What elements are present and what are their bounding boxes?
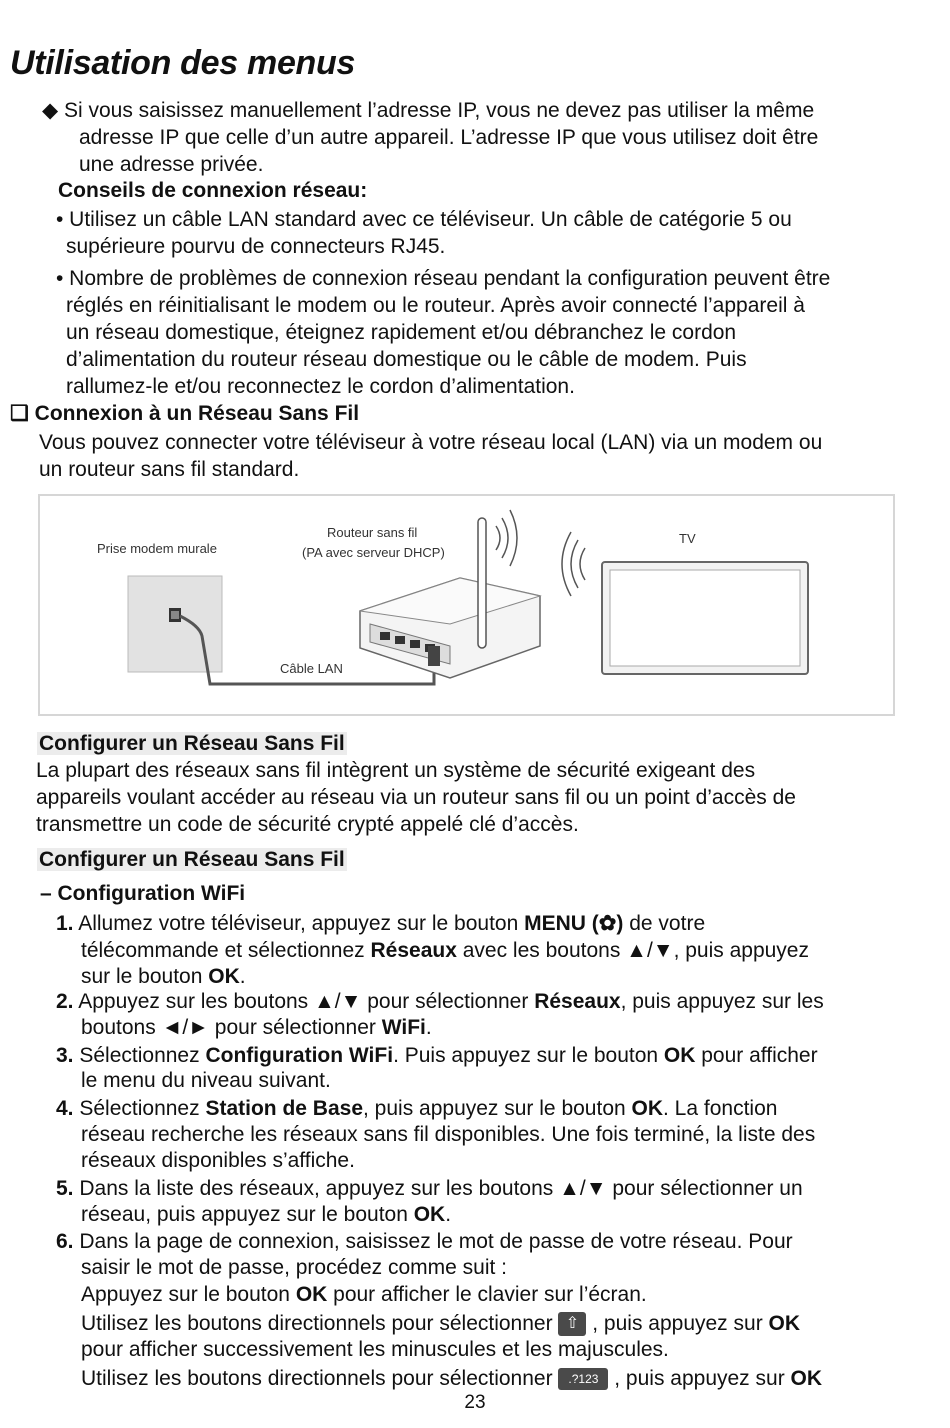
sub-heading: – Configuration WiFi — [40, 882, 246, 905]
intro-line: adresse IP que celle d’un autre appareil. L’adresse IP que vous utilisez doit être — [79, 126, 819, 149]
wifi-signal-icon — [496, 510, 517, 566]
shift-key-icon: ⇧ — [558, 1312, 586, 1336]
step-1: 1. Allumez votre téléviseur, appuyez sur le bouton MENU (✿) de votre — [56, 912, 706, 935]
network-diagram — [38, 494, 895, 716]
wireless-line: Vous pouvez connecter votre téléviseur à votre réseau local (LAN) via un modem ou — [39, 431, 823, 454]
tips-line: • Nombre de problèmes de connexion réseau pendant la configuration peuvent être — [56, 267, 831, 290]
page-title: Utilisation des menus — [10, 44, 356, 82]
tips-line: réglés en réinitialisant le modem ou le routeur. Après avoir connecté l’appareil à — [66, 294, 805, 317]
section-heading: Configurer un Réseau Sans Fil — [39, 848, 345, 871]
wireless-heading: ❑ Connexion à un Réseau Sans Fil — [10, 402, 360, 425]
tips-line: rallumez-le et/ou reconnectez le cordon d’alimentation. — [66, 375, 575, 398]
step-6: 6. Dans la page de connexion, saisissez le mot de passe de votre réseau. Pour — [56, 1230, 793, 1253]
step-line: réseau, puis appuyez sur le bouton OK. — [81, 1203, 452, 1226]
step-line: Appuyez sur le bouton OK pour afficher le clavier sur l’écran. — [81, 1283, 647, 1306]
gear-icon: ✿ — [598, 912, 617, 935]
step-line: pour afficher successivement les minuscules et les majuscules. — [81, 1338, 669, 1361]
tips-line: un réseau domestique, éteignez rapidement et/ou débranchez le cordon — [66, 321, 737, 344]
step-line: Utilisez les boutons directionnels pour sélectionner ⇧ , puis appuyez sur OK — [81, 1312, 801, 1335]
step-4: 4. Sélectionnez Station de Base, puis appuyez sur le bouton OK. La fonction — [56, 1097, 778, 1120]
step-2: 2. Appuyez sur les boutons ▲/▼ pour sélectionner Réseaux, puis appuyez sur les — [56, 990, 824, 1013]
config-line: transmettre un code de sécurité crypté appelé clé d’accès. — [36, 813, 579, 836]
tips-line: supérieure pourvu de connecteurs RJ45. — [66, 235, 446, 258]
step-5: 5. Dans la liste des réseaux, appuyez sur les boutons ▲/▼ pour sélectionner un — [56, 1177, 803, 1200]
step-line: Utilisez les boutons directionnels pour sélectionner .?123 , puis appuyez sur OK — [81, 1367, 823, 1390]
tv-icon — [602, 562, 808, 674]
intro-line: ◆ Si vous saisissez manuellement l’adresse IP, vous ne devez pas utiliser la même — [42, 99, 815, 122]
section-heading: Configurer un Réseau Sans Fil — [39, 732, 345, 755]
step-line: sur le bouton OK. — [81, 965, 246, 988]
tips-line: d’alimentation du routeur réseau domestique ou le câble de modem. Puis — [66, 348, 747, 371]
step-line: télécommande et sélectionnez Réseaux avec les boutons ▲/▼, puis appuyez — [81, 939, 809, 962]
intro-line: une adresse privée. — [79, 153, 264, 176]
step-line: saisir le mot de passe, procédez comme suit : — [81, 1256, 508, 1279]
tips-line: • Utilisez un câble LAN standard avec ce téléviseur. Un câble de catégorie 5 ou — [56, 208, 792, 231]
wall-outlet-icon — [128, 576, 222, 672]
step-line: boutons ◄/► pour sélectionner WiFi. — [81, 1016, 432, 1039]
cable-label: Câble LAN — [280, 661, 343, 676]
config-line: La plupart des réseaux sans fil intègrent un système de sécurité exigeant des — [36, 759, 756, 782]
step-3: 3. Sélectionnez Configuration WiFi. Puis appuyez sur le bouton OK pour afficher — [56, 1044, 818, 1067]
wireless-line: un routeur sans fil standard. — [39, 458, 300, 481]
config-line: appareils voulant accéder au réseau via un routeur sans fil ou un point d’accès de — [36, 786, 796, 809]
numeric-key-icon: .?123 — [558, 1368, 608, 1390]
tips-heading: Conseils de connexion réseau: — [58, 179, 368, 202]
step-line: réseau recherche les réseaux sans fil disponibles. Une fois terminé, la liste des — [81, 1123, 816, 1146]
router-label: Routeur sans fil — [327, 525, 418, 540]
wifi-signal-icon — [562, 532, 585, 596]
step-line: le menu du niveau suivant. — [81, 1069, 331, 1092]
step-line: réseaux disponibles s’affiche. — [81, 1149, 355, 1172]
router-label: (PA avec serveur DHCP) — [302, 545, 445, 560]
wall-label: Prise modem murale — [97, 541, 217, 556]
page-number: 23 — [464, 1392, 486, 1413]
tv-label: TV — [679, 531, 696, 546]
wireless-router-icon — [360, 518, 540, 678]
